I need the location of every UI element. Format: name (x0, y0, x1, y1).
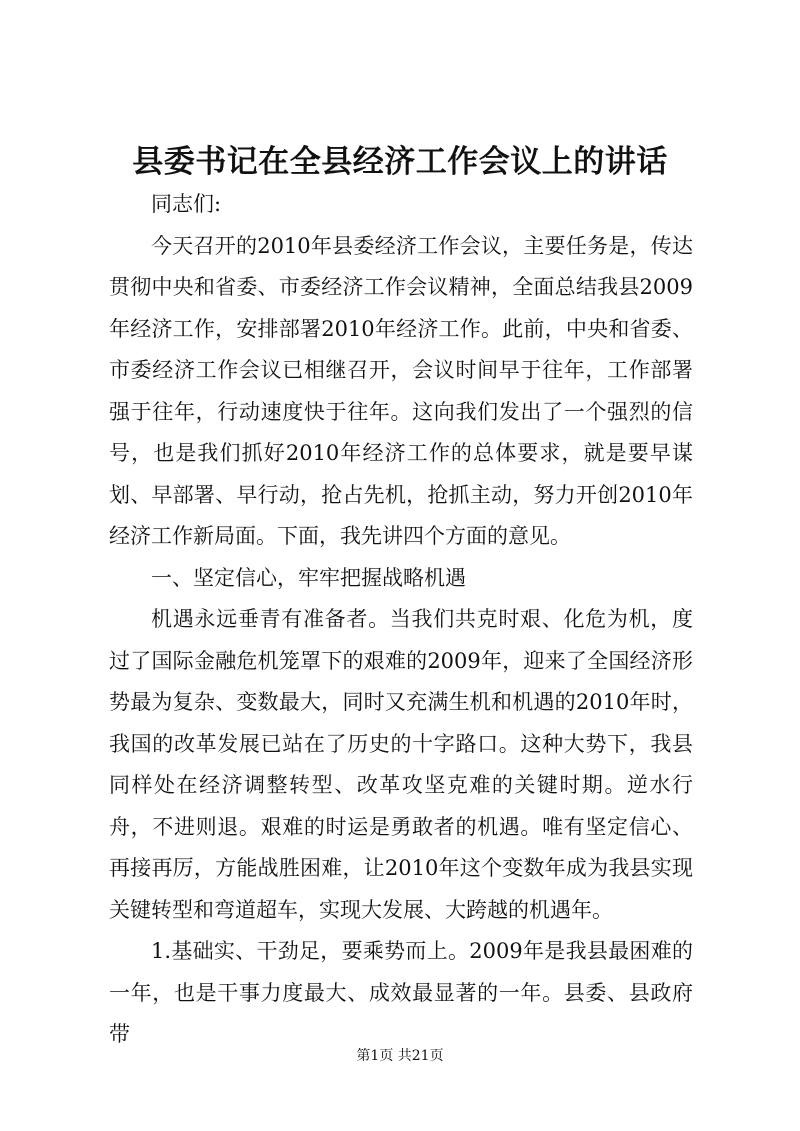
paragraph: 机遇永远垂青有准备者。当我们共克时艰、化危为机，度过了国际金融危机笼罩下的艰难的2009年，迎来了全国经济形势最为复杂、变数最大，同时又充满生机和机遇的2010年时，我国的改革发展已站在了历史的十字路口。这种大势下，我县同样处在经济调整转型、改革攻坚克难的关键时期。逆水行舟，不进则退。艰难的时运是勇敢者的机遇。唯有坚定信心、再接再厉，方能战胜困难，让2010年这个变数年成为我县实现关键转型和弯道超车，实现大发展、大跨越的机遇年。 (109, 607, 693, 922)
page-footer: 第1页 共21页 (356, 1048, 444, 1064)
document-title: 县委书记在全县经济工作会议上的讲话 (132, 144, 668, 180)
paragraph: 1.基础实、干劲足，要乘势而上。2009年是我县最困难的一年，也是干事力度最大、成效最显著的一年。县委、县政府带 (109, 939, 693, 1046)
salutation: 同志们: (151, 192, 222, 216)
section-heading: 一、坚定信心，牢牢把握战略机遇 (151, 565, 466, 590)
document-body (109, 184, 693, 1056)
paragraph: 今天召开的2010年县委经济工作会议，主要任务是，传达贯彻中央和省委、市委经济工作会议精神，全面总结我县2009年经济工作，安排部署2010年经济工作。此前，中央和省委、市委经济工作会议已相继召开，会议时间早于往年，工作部署强于往年，行动速度快于往年。这向我们发出了一个强烈的信号，也是我们抓好2010年经济工作的总体要求，就是要早谋划、早部署、早行动，抢占先机，抢抓主动，努力开创2010年经济工作新局面。下面，我先讲四个方面的意见。 (109, 233, 693, 548)
